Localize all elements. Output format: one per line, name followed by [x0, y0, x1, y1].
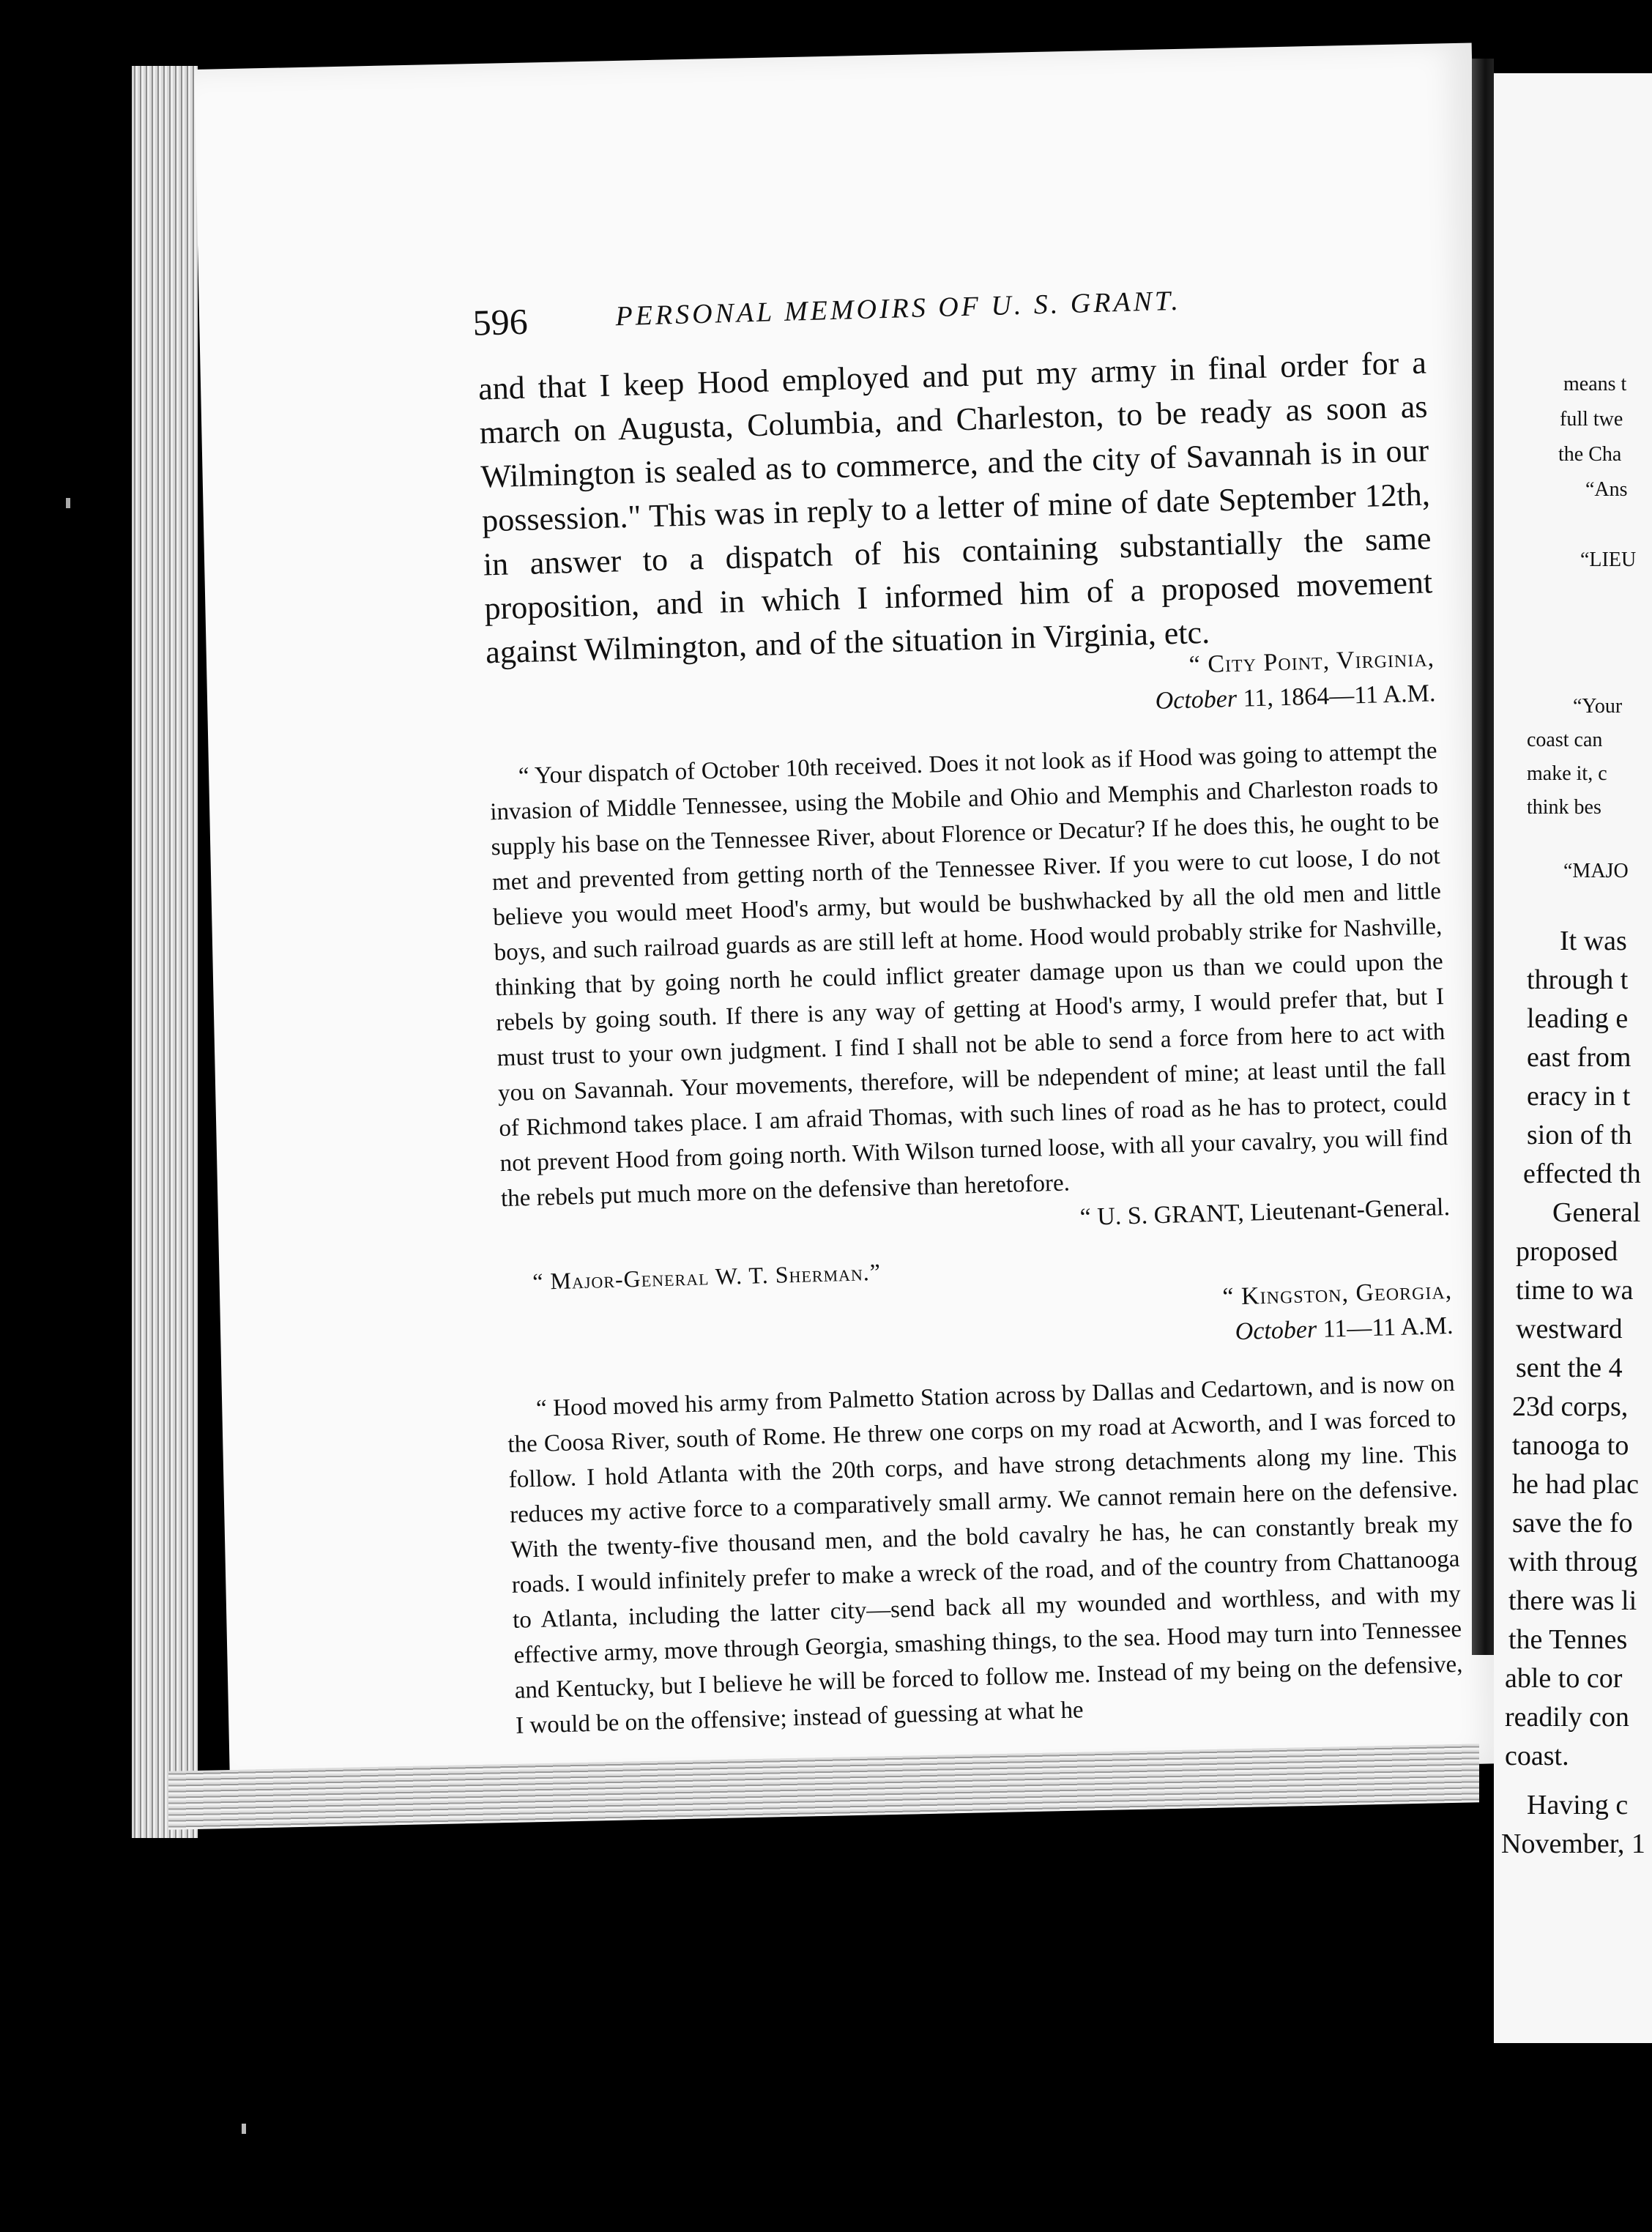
right-line: leading e: [1527, 1003, 1629, 1034]
right-line: through t: [1527, 964, 1629, 995]
right-line: It was: [1560, 926, 1627, 956]
right-line: the Cha: [1558, 443, 1622, 466]
right-page: [1494, 73, 1652, 2043]
letter1-signature: “ U. S. GRANT, Lieutenant-General.: [1079, 1193, 1451, 1232]
right-line: eracy in t: [1527, 1081, 1631, 1112]
right-line: General: [1552, 1197, 1641, 1228]
right-line: east from: [1527, 1042, 1631, 1073]
letter1-date-rest: 11, 1864—11 A.M.: [1236, 680, 1436, 713]
right-line: “Your: [1573, 695, 1623, 718]
right-line: sent the 4: [1516, 1353, 1623, 1383]
right-line: Having c: [1527, 1790, 1629, 1820]
right-line: think bes: [1527, 796, 1601, 819]
right-line: there was li: [1508, 1585, 1637, 1616]
right-line: proposed: [1516, 1236, 1618, 1267]
right-line: “MAJO: [1563, 860, 1629, 882]
right-line: “LIEU: [1580, 548, 1637, 571]
letter1-place: “ City Point, Virginia,: [1188, 644, 1435, 679]
right-line: with throug: [1508, 1547, 1638, 1577]
right-line: sion of th: [1527, 1120, 1632, 1150]
right-line: coast can: [1527, 729, 1603, 751]
page-edges: [132, 66, 198, 1838]
letter2-date-month: October: [1235, 1316, 1317, 1346]
right-line: readily con: [1505, 1702, 1629, 1733]
letter1-body: “ Your dispatch of October 10th received. Does it not look as if Hood was going to attempt the invasion of Middle Tennessee, using the Mobile and Ohio and Memphis and Charleston roads to supply his base on the Tennessee River, about Florence or Decatur? If he does this, he ought to be met and prevented from getting north of the Tennessee River. If you were to cut loose, I do not believe you would meet Hood's army, but would be bushwhacked by all the old men and little boys, and such railroad guards as are still left at home. Hood would probably strike for Nashville, thinking that by going north he could inflict greater damage upon us than we could upon the rebels by going south. If there is any way of getting at Hood's army, I would prefer that, but I must trust to your own judgment. I find I shall not be able to send a force from here to act with you on Savannah. Your movements, therefore, will be ndependent of mine; at least until the fall of Richmond takes place. I am afraid Thomas, with such lines of road as he has to protect, could not prevent Hood from going north. With Wilson turned loose, with all your cavalry, you will find the rebels put much more on the defensive than heretofore.: [489, 737, 1448, 1213]
right-line: 23d corps,: [1512, 1391, 1629, 1422]
right-line: save the fo: [1512, 1508, 1633, 1539]
right-line: tanooga to: [1512, 1430, 1629, 1461]
letter1-date-month: October: [1155, 685, 1238, 715]
right-line: make it, c: [1527, 762, 1607, 785]
right-line: effected th: [1523, 1158, 1641, 1189]
intro-paragraph: and that I keep Hood employed and put my army in final order for a march on Augusta, Columbia, and Charleston, to be ready as soon as Wilmington is sealed as to commerce, and the city of Savannah is in our possession." This was in reply to a letter of mine of date September 12th, in answer to a dispatch of his containing substantially the same proposition, and in which I informed him of a proposed movement against Wilmington, and of the situation in Virginia, etc.: [477, 344, 1433, 671]
right-line: “Ans: [1585, 478, 1628, 501]
right-line: able to cor: [1505, 1663, 1623, 1694]
running-title: PERSONAL MEMOIRS OF U. S. GRANT.: [614, 285, 1182, 332]
right-line: the Tennes: [1508, 1624, 1628, 1655]
letter1-addressee: “ Major-General W. T. Sherman.”: [532, 1258, 882, 1295]
right-line: full twe: [1560, 408, 1623, 431]
letter2-body: “ Hood moved his army from Palmetto Station across by Dallas and Cedartown, and is now on the Coosa River, south of Rome. He threw one corps on my road at Acworth, and I was forced to follow. I hold Atlanta with the 20th corps, and have strong detachments along my line. This reduces my active force to a comparatively small army. We cannot remain here on the defensive. With the twenty-five thousand men, and the bold cavalry he has, he can constantly break my roads. I would infinitely prefer to make a wreck of the road, and of the country from Chattanooga to Atlanta, including the latter city—send back all my wounded and worthless, and with my effective army, move through Georgia, smashing things, to the sea. Hood may turn into Tennessee and Kentucky, but I believe he will be forced to follow me. Instead of my being on the defensive, I would be on the offensive; instead of guessing at what he: [507, 1369, 1463, 1739]
right-line: he had plac: [1512, 1469, 1640, 1500]
right-line: westward: [1516, 1314, 1623, 1344]
right-line: means t: [1563, 373, 1627, 395]
scan-speck: [66, 498, 70, 508]
page-number: 596: [472, 300, 529, 343]
right-line: coast.: [1505, 1741, 1569, 1771]
scan-speck: [242, 2124, 246, 2134]
letter2-date-rest: 11—11 A.M.: [1316, 1312, 1454, 1344]
right-line: time to wa: [1516, 1275, 1634, 1306]
right-line: November, 1: [1501, 1829, 1645, 1859]
page-content: [256, 274, 1497, 1749]
letter2-place: “ Kingston, Georgia,: [1221, 1276, 1453, 1311]
